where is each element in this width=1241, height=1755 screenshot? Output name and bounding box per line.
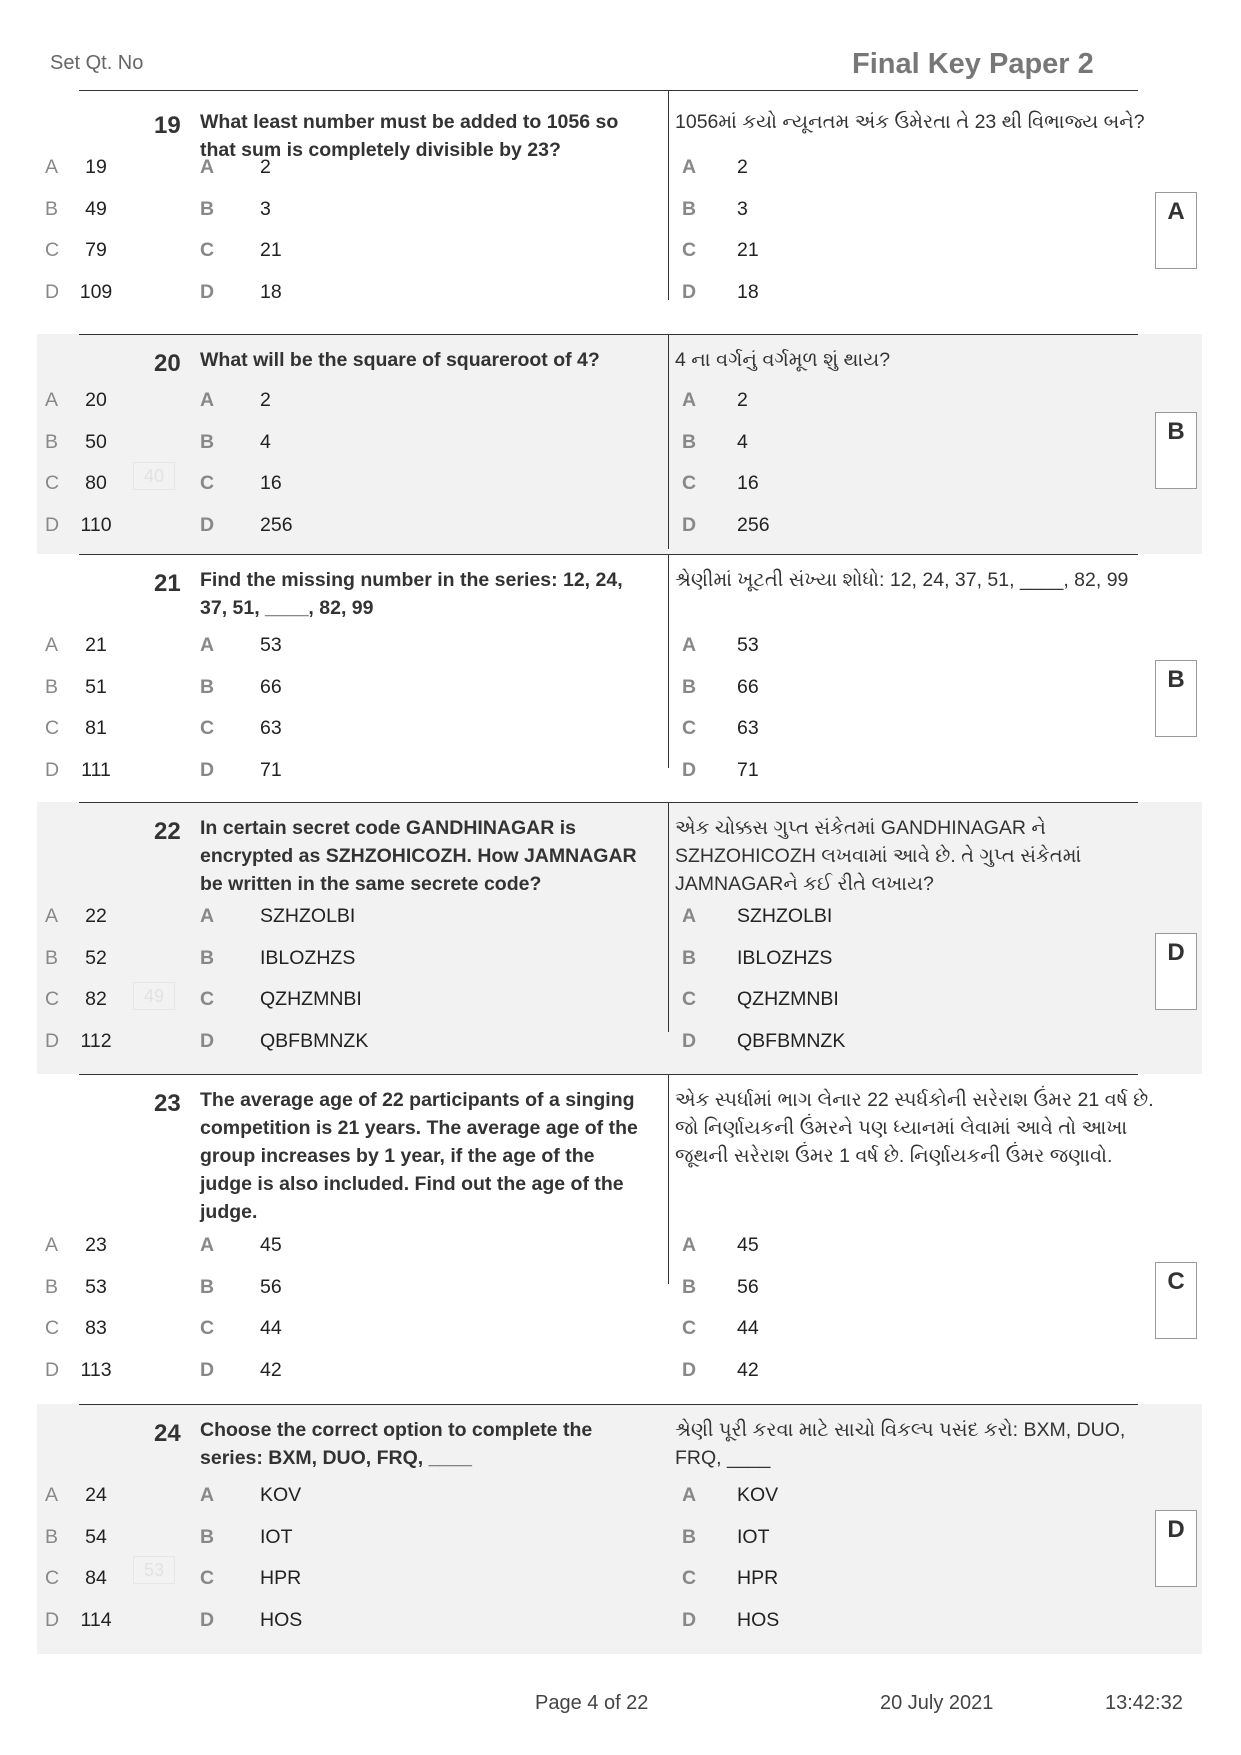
option-letter-english: C <box>200 1567 215 1589</box>
question-block <box>37 802 1202 1074</box>
set-question-number: 21 <box>85 634 107 656</box>
option-value-gujarati: 4 <box>737 430 748 453</box>
set-question-number: 113 <box>80 1358 112 1381</box>
option-letter-gujarati: A <box>682 1234 697 1256</box>
option-letter-english: D <box>200 280 215 303</box>
question-text-english: The average age of 22 participants of a singing competition is 21 years. The average age of the group increases by 1 year, if the age of the judge is also included. Find out the age of the judge. <box>200 1089 638 1223</box>
set-letter: A <box>45 1484 59 1506</box>
option-value-gujarati: QBFBMNZK <box>737 1029 846 1052</box>
answer-key-box: C <box>1155 1262 1197 1339</box>
answer-key-box: B <box>1155 660 1197 737</box>
option-letter-english: B <box>200 1275 215 1298</box>
question-text-gujarati: શ્રેણી પૂરી કરવા માટે સાચો વિકલ્પ પસંદ કરો: BXM, DUO, FRQ, ____ <box>675 1419 1126 1469</box>
set-question-number-label: Set Qt. No <box>50 52 144 74</box>
option-letter-gujarati: D <box>682 1608 697 1631</box>
option-letter-english: C <box>200 472 215 494</box>
set-question-number: 110 <box>80 513 112 536</box>
divider <box>79 334 1138 335</box>
set-letter: D <box>45 280 60 303</box>
option-letter-english: A <box>200 634 215 656</box>
option-value-english: 53 <box>260 634 282 656</box>
option-letter-gujarati: B <box>682 946 697 969</box>
option-value-gujarati: HOS <box>737 1608 780 1631</box>
faint-watermark-number: 53 <box>133 1556 175 1584</box>
option-letter-english: A <box>200 1234 215 1256</box>
set-letter: C <box>45 717 60 739</box>
question-number: 19 <box>154 112 181 139</box>
option-value-gujarati: 16 <box>737 472 759 494</box>
answer-key-box: D <box>1155 1510 1197 1587</box>
option-value-gujarati: 45 <box>737 1234 759 1256</box>
set-question-number: 111 <box>81 758 111 781</box>
set-letter: C <box>45 1567 60 1589</box>
option-letter-gujarati: B <box>682 675 697 698</box>
print-date: 20 July 2021 <box>880 1692 994 1714</box>
option-row <box>37 1030 1202 1060</box>
set-question-number: 54 <box>85 1525 107 1548</box>
option-row <box>37 988 1202 1018</box>
option-letter-gujarati: C <box>682 239 697 261</box>
option-value-english: 2 <box>260 389 271 411</box>
option-value-gujarati: 18 <box>737 280 759 303</box>
option-letter-english: C <box>200 717 215 739</box>
question-number: 23 <box>154 1090 181 1117</box>
option-value-english: 16 <box>260 472 282 494</box>
set-letter: D <box>45 758 60 781</box>
option-value-english: SZHZOLBI <box>260 905 356 927</box>
option-row <box>37 905 1202 935</box>
set-question-number: 82 <box>85 988 107 1010</box>
option-letter-gujarati: A <box>682 156 697 178</box>
option-row <box>37 1484 1202 1514</box>
set-letter: D <box>45 1608 60 1631</box>
option-row <box>37 198 1202 228</box>
question-text-english: What will be the square of squareroot of 4? <box>200 349 600 371</box>
divider <box>79 1074 1138 1075</box>
question-block <box>37 554 1202 802</box>
option-value-gujarati: QZHZMNBI <box>737 988 839 1010</box>
option-letter-english: D <box>200 758 215 781</box>
option-row <box>37 514 1202 544</box>
answer-key-box: B <box>1155 412 1197 489</box>
option-value-english: 2 <box>260 156 271 178</box>
option-value-english: HPR <box>260 1567 302 1589</box>
option-value-gujarati: 63 <box>737 717 759 739</box>
set-question-number: 53 <box>85 1275 107 1298</box>
option-value-english: QZHZMNBI <box>260 988 362 1010</box>
set-letter: D <box>45 1029 60 1052</box>
set-letter: B <box>45 1525 59 1548</box>
question-text-gujarati: શ્રેણીમાં ખૂટતી સંખ્યા શોધો: 12, 24, 37, 51, ____, 82, 99 <box>675 569 1129 591</box>
option-row <box>37 1234 1202 1264</box>
option-value-gujarati: 3 <box>737 197 748 220</box>
set-letter: B <box>45 197 59 220</box>
option-value-gujarati: 42 <box>737 1358 759 1381</box>
page-title: Final Key Paper 2 <box>852 48 1094 80</box>
set-question-number: 81 <box>85 717 107 739</box>
option-letter-english: A <box>200 905 215 927</box>
question-text-english: Choose the correct option to complete the series: BXM, DUO, FRQ, ____ <box>200 1419 593 1469</box>
set-letter: A <box>45 634 59 656</box>
set-letter: C <box>45 472 60 494</box>
option-letter-gujarati: C <box>682 1567 697 1589</box>
option-value-english: 3 <box>260 197 271 220</box>
set-question-number: 22 <box>85 905 107 927</box>
option-letter-gujarati: B <box>682 197 697 220</box>
option-value-gujarati: SZHZOLBI <box>737 905 833 927</box>
set-letter: C <box>45 1317 60 1339</box>
set-question-number: 23 <box>85 1234 107 1256</box>
answer-key-box: A <box>1155 192 1197 269</box>
option-row <box>37 431 1202 461</box>
option-value-english: IOT <box>260 1525 293 1548</box>
option-letter-gujarati: B <box>682 430 697 453</box>
option-letter-english: D <box>200 513 215 536</box>
divider <box>79 90 1138 91</box>
option-letter-gujarati: B <box>682 1525 697 1548</box>
option-value-gujarati: IBLOZHZS <box>737 946 833 969</box>
option-value-english: QBFBMNZK <box>260 1029 369 1052</box>
set-letter: D <box>45 513 60 536</box>
option-row <box>37 472 1202 502</box>
set-question-number: 50 <box>85 430 107 453</box>
option-letter-gujarati: A <box>682 1484 697 1506</box>
option-value-gujarati: 256 <box>737 513 770 536</box>
option-letter-gujarati: D <box>682 513 697 536</box>
option-value-gujarati: 21 <box>737 239 759 261</box>
question-text-gujarati: એક ચોક્કસ ગુપ્ત સંકેતમાં GANDHINAGAR ને SZHZOHICOZH લખવામાં આવે છે. તે ગુપ્ત સંકેતમાં JAMNAGARને કઈ રીતે લખાય? <box>675 817 1082 895</box>
option-letter-gujarati: C <box>682 472 697 494</box>
question-block <box>37 90 1202 331</box>
option-value-english: 56 <box>260 1275 282 1298</box>
option-row <box>37 239 1202 269</box>
set-question-number: 80 <box>85 472 107 494</box>
option-letter-gujarati: D <box>682 280 697 303</box>
option-row <box>37 759 1202 789</box>
question-number: 20 <box>154 350 181 377</box>
option-value-gujarati: 2 <box>737 389 748 411</box>
option-row <box>37 717 1202 747</box>
faint-watermark-number: 49 <box>133 982 175 1010</box>
option-letter-english: A <box>200 1484 215 1506</box>
divider <box>79 802 1138 803</box>
option-row <box>37 1359 1202 1389</box>
option-row <box>37 1567 1202 1597</box>
question-text-english: Find the missing number in the series: 12, 24, 37, 51, ____, 82, 99 <box>200 569 623 619</box>
set-question-number: 112 <box>80 1029 112 1052</box>
set-letter: B <box>45 946 59 969</box>
print-time: 13:42:32 <box>1105 1692 1183 1714</box>
option-value-gujarati: 53 <box>737 634 759 656</box>
page-number: Page 4 of 22 <box>535 1692 649 1714</box>
set-letter: A <box>45 905 59 927</box>
option-letter-gujarati: A <box>682 905 697 927</box>
set-letter: A <box>45 389 59 411</box>
option-letter-english: C <box>200 1317 215 1339</box>
option-row <box>37 156 1202 186</box>
option-letter-english: D <box>200 1608 215 1631</box>
option-letter-english: D <box>200 1029 215 1052</box>
option-row <box>37 676 1202 706</box>
option-value-gujarati: 66 <box>737 675 759 698</box>
option-row <box>37 1609 1202 1639</box>
answer-key-box: D <box>1155 933 1197 1010</box>
option-value-english: 42 <box>260 1358 282 1381</box>
option-letter-gujarati: C <box>682 988 697 1010</box>
question-number: 22 <box>154 818 181 845</box>
option-value-english: 4 <box>260 430 271 453</box>
option-value-gujarati: 71 <box>737 758 759 781</box>
option-row <box>37 1276 1202 1306</box>
option-letter-english: D <box>200 1358 215 1381</box>
option-letter-english: B <box>200 946 215 969</box>
question-block <box>37 1074 1202 1404</box>
question-text-gujarati: એક સ્પર્ધામાં ભાગ લેનાર 22 સ્પર્ધકોની સરેરાશ ઉંમર 21 વર્ષ છે. જો નિર્ણાયકની ઉંમરને પણ ધ્યાનમાં લેવામાં આવે તો આખા જૂથની સરેરાશ ઉંમર 1 વર્ષ છે. નિર્ણાયકની ઉંમર જણાવો. <box>675 1089 1154 1167</box>
option-value-english: IBLOZHZS <box>260 946 356 969</box>
set-question-number: 52 <box>85 946 107 969</box>
set-question-number: 24 <box>85 1484 107 1506</box>
option-value-gujarati: 56 <box>737 1275 759 1298</box>
faint-watermark-number: 40 <box>133 462 175 490</box>
option-row <box>37 281 1202 311</box>
set-letter: D <box>45 1358 60 1381</box>
set-question-number: 83 <box>85 1317 107 1339</box>
set-question-number: 114 <box>80 1608 112 1631</box>
set-question-number: 51 <box>85 675 107 698</box>
set-letter: C <box>45 239 60 261</box>
option-letter-english: B <box>200 675 215 698</box>
option-letter-gujarati: C <box>682 717 697 739</box>
option-letter-english: B <box>200 1525 215 1548</box>
set-question-number: 19 <box>85 156 107 178</box>
option-value-english: 44 <box>260 1317 282 1339</box>
option-value-gujarati: 2 <box>737 156 748 178</box>
set-letter: B <box>45 675 59 698</box>
option-letter-english: A <box>200 156 215 178</box>
option-value-gujarati: IOT <box>737 1525 770 1548</box>
question-text-gujarati: 1056માં કયો ન્યૂનતમ અંક ઉમેરતા તે 23 થી વિભાજ્ય બને? <box>675 111 1145 133</box>
set-question-number: 109 <box>79 280 113 303</box>
question-text-gujarati: 4 ના વર્ગનું વર્ગમૂળ શું થાય? <box>675 349 891 371</box>
option-row <box>37 634 1202 664</box>
option-letter-english: C <box>200 988 215 1010</box>
option-row <box>37 1526 1202 1556</box>
option-row <box>37 1317 1202 1347</box>
option-letter-gujarati: B <box>682 1275 697 1298</box>
set-question-number: 49 <box>85 197 107 220</box>
option-value-gujarati: KOV <box>737 1484 779 1506</box>
divider <box>79 554 1138 555</box>
option-letter-gujarati: A <box>682 389 697 411</box>
set-question-number: 20 <box>85 389 107 411</box>
option-value-english: 63 <box>260 717 282 739</box>
set-letter: B <box>45 430 59 453</box>
option-letter-english: B <box>200 197 215 220</box>
question-text-english: In certain secret code GANDHINAGAR is encrypted as SZHZOHICOZH. How JAMNAGAR be written in the same secrete code? <box>200 817 637 895</box>
option-letter-english: A <box>200 389 215 411</box>
option-value-english: KOV <box>260 1484 302 1506</box>
option-value-english: 21 <box>260 239 282 261</box>
set-letter: A <box>45 156 59 178</box>
set-question-number: 84 <box>85 1567 107 1589</box>
option-row <box>37 947 1202 977</box>
question-text-english: What least number must be added to 1056 so that sum is completely divisible by 23? <box>200 111 619 161</box>
option-value-english: 45 <box>260 1234 282 1256</box>
question-number: 24 <box>154 1420 181 1447</box>
option-letter-gujarati: C <box>682 1317 697 1339</box>
question-block <box>37 1404 1202 1654</box>
option-value-english: 256 <box>260 513 293 536</box>
option-value-english: 18 <box>260 280 282 303</box>
set-letter: C <box>45 988 60 1010</box>
divider <box>79 1404 1138 1405</box>
set-letter: A <box>45 1234 59 1256</box>
question-block <box>37 334 1202 554</box>
option-value-english: 66 <box>260 675 282 698</box>
option-letter-english: B <box>200 430 215 453</box>
option-value-english: 71 <box>260 758 282 781</box>
option-letter-english: C <box>200 239 215 261</box>
option-value-english: HOS <box>260 1608 303 1631</box>
question-number: 21 <box>154 570 181 597</box>
option-letter-gujarati: A <box>682 634 697 656</box>
option-letter-gujarati: D <box>682 1358 697 1381</box>
option-value-gujarati: 44 <box>737 1317 759 1339</box>
option-letter-gujarati: D <box>682 758 697 781</box>
option-row <box>37 389 1202 419</box>
set-question-number: 79 <box>85 239 107 261</box>
set-letter: B <box>45 1275 59 1298</box>
option-letter-gujarati: D <box>682 1029 697 1052</box>
option-value-gujarati: HPR <box>737 1567 779 1589</box>
